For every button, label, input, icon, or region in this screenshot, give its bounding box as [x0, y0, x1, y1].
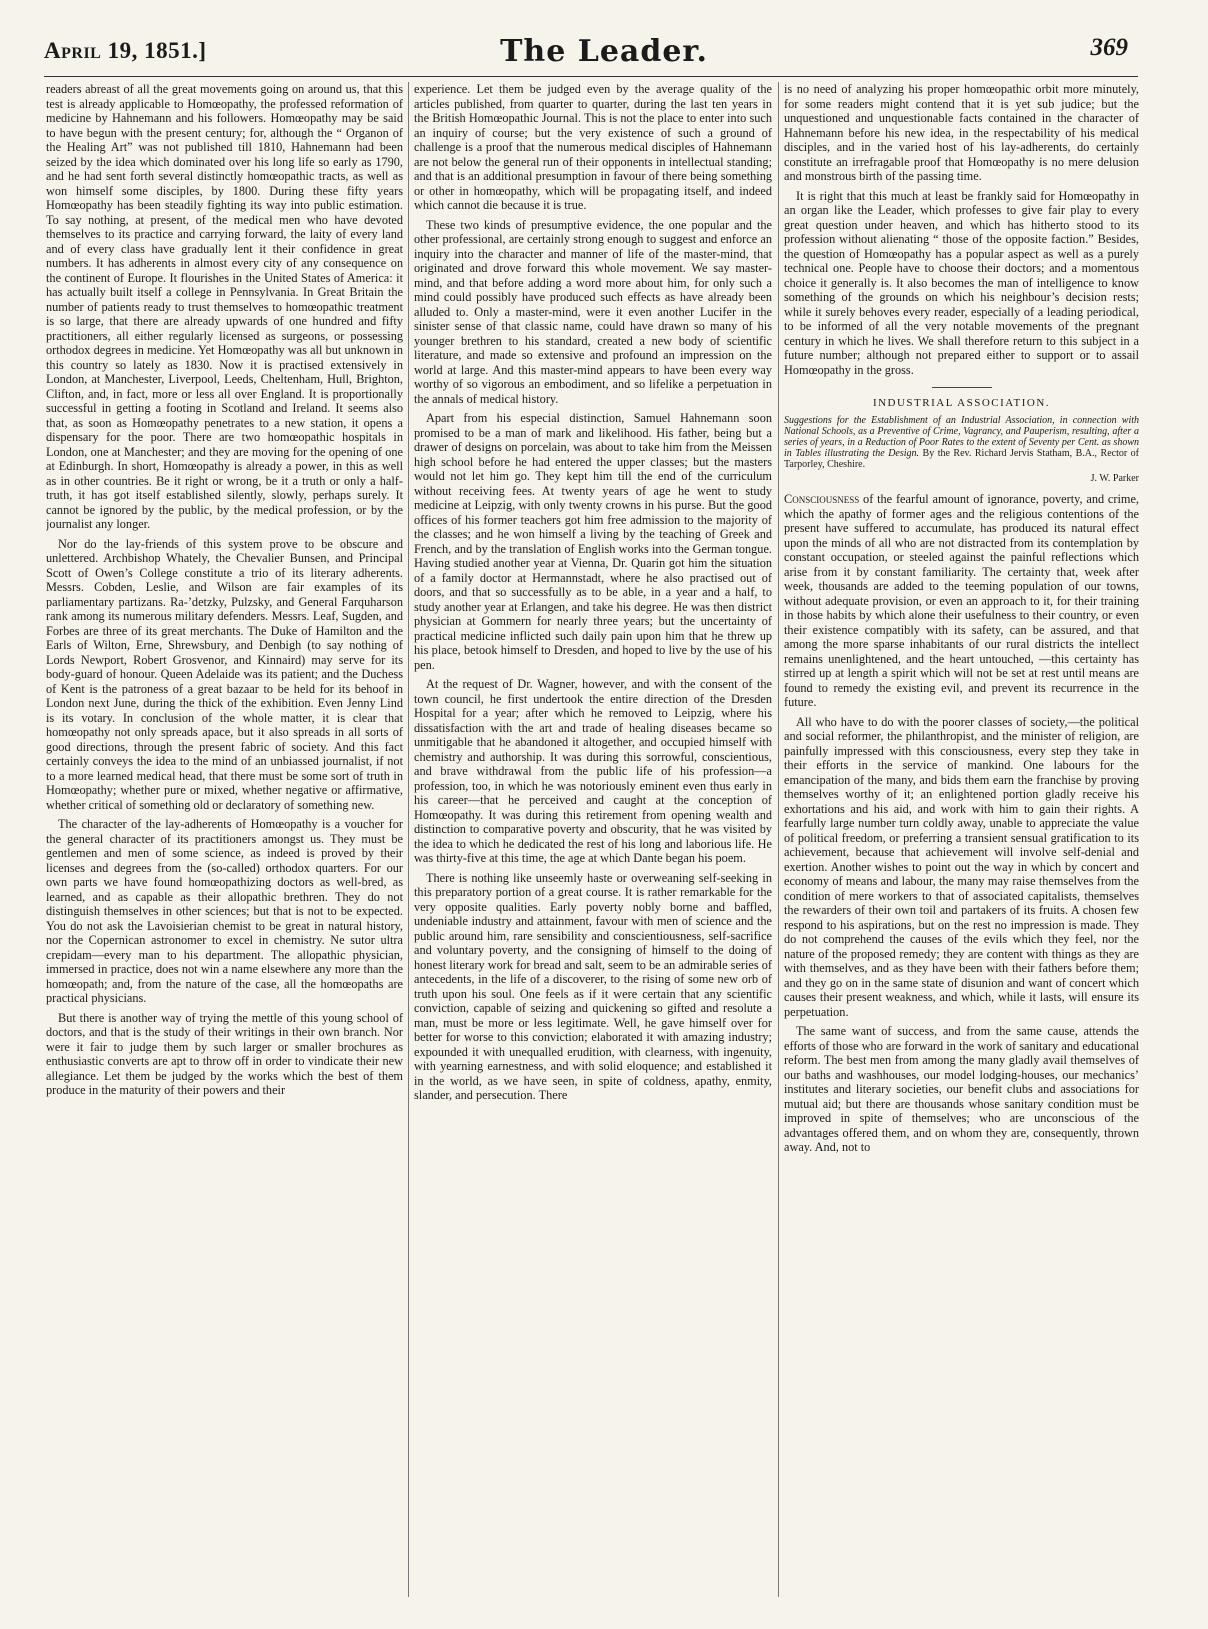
book-author: By the Rev. Richard Jervis Statham, B.A., Rector of Tarporley, Cheshire.: [784, 447, 1139, 470]
lead-word: Consciousness: [784, 492, 860, 506]
book-review-subtitle: [784, 415, 1139, 470]
paragraph: It is right that this much at least be frankly said for Homœopathy in an organ like the Leader, which professes to give fair play to every great question under heaven, and which has hitherto stood to its profession without alienating “ those of the opposite faction.” Besides, the question of Homœopathy has a popular aspect as well as a purely technical one. People have to choose their doctors; and a momentous choice it generally is. It also becomes the man of intelligence to know something of the grounds on which his neighbour’s decision rests; while it surely behoves every reader, especially of a leading periodical, to be informed of all the very notable movements of the pregnant century in which he lives. We shall therefore return to this subject in a future number; although not prepared either to support or to assail Homœopathy in the gross.: [784, 188, 1139, 377]
masthead-title: The Leader.: [500, 34, 708, 69]
paragraph: At the request of Dr. Wagner, however, and with the consent of the town council, he first undertook the entire direction of the Dresden Hospital for a year; after which he removed to Leipzig, where his dissatisfaction with the art and trade of healing diseases became so unmitigable that he abandoned it altogether, and occupied himself with chemistry and authorship. It was during this sorrowful, conscientious, and brave withdrawal from the public life of his profession—a profession, too, in which he was notoriously eminent even thus early in his career—that he perceived and caught at the conception of Homœopathy. It was during this retirement from opening wealth and distinction to comparative poverty and obscurity, that he was visited by the idea to which he dedicated the rest of his long and laborious life. He was thirty-five at this time, the age at which Dante began his poem.: [414, 677, 772, 865]
book-title: Suggestions for the Establishment of an Industrial Association, in connection with National Schools, as a Preventive of Crime, Vagrancy, and Pauperism, resulting, after a series of years, in a Reduction of Poor Rates to the extent of Seventy per Cent. as shown in Tables illustrating the Design.: [784, 414, 1139, 459]
paragraph-text: of the fearful amount of ignorance, poverty, and crime, which the apathy of former ages and the religious contentions of the present have suffered to accumulate, has produced its natural effect upon the minds of all who are not distracted from its contemplation by constant occupation, or steeled against the painful reflections which arise from it by constant familiarity. The certainty that, week after week, thousands are added to the teeming population of our towns, without adequate provision, or even an approach to it, for their training in those habits by which alone their usefulness to their country, or even their existence compatibly with its safety, can be assured, and that among the more sparse inhabitants of our rural districts the intellect remains unenlightened, and the heart untouched, —this certainty has stirred up at length a spirit which will not be set at rest until means are found to remedy the existing evil, and prevent its recurrence in the future.: [784, 492, 1139, 709]
paragraph: [784, 492, 1139, 710]
column-2: [414, 82, 772, 1602]
paragraph: The character of the lay-adherents of Homœopathy is a voucher for the general character of its practitioners amongst us. They must be gentlemen and men of some science, as indeed is proved by their licenses and degrees from the (so-called) orthodox quarters. For our own parts we have found homœopathizing doctors as well-bred, as learned, and as capable as their allopathic brethren. They do not distinguish themselves in other sciences; but that is not to be expected. You do not ask the Lavoisierian chemist to be great in natural history, nor the Copernican astronomer to excel in chemistry. Ne sutor ultra crepidam—every man to his department. The allopathic physician, immersed in practice, does not win a name elsewhere any more than the homœopath; and, from the nature of the case, all the homœopaths are practical physicians.: [46, 817, 403, 1005]
paragraph: All who have to do with the poorer classes of society,—the political and social reformer, the philanthropist, and the minister of religion, are painfully impressed with this consciousness, every step they take in their efforts in the service of mankind. One labours for the emancipation of the many, and bids them earn the franchise by proving themselves worthy of it; an enlightened portion gladly receive his exhortations and his aid, and work with him to gain their rights. A fearfully large number turn coldly away, unable to appreciate the value of political freedom, or preferring a transient sensual gratification to its achievement, because that achievement will involve self-denial and exertion. Another wishes to point out the way in which by concert and economy of means and labour, the many may raise themselves from the condition of mere workers to that of associated capitalists, themselves the rewarders of their own toil and partakers of its fruits. A chosen few respond to his aspirations, but on the rest no impression is made. They do not comprehend the causes of the evils which they feel, nor the nature of the proposed remedy; they are content with things as they are with themselves, and as they have been with their fathers before them; and they go on in the same state of disunion and want of concert which causes their present weakness, and which, while it lasts, will ensure its perpetuation.: [784, 714, 1139, 1019]
issue-date: April 19, 1851.]: [44, 38, 207, 63]
column-1: [46, 82, 403, 1602]
column-divider: [408, 82, 409, 1597]
paragraph: is no need of analyzing his proper homœopathic orbit more minutely, for some readers might contend that it is yet sub judice; but the unquestioned and unquestionable facts contained in the character of Hahnemann before his new idea, in the respectability of his medical disciples, and in the varied host of his lay-adherents, do certainly constitute an irrefragable proof that Homœopathy is no mere delusion and monstrous birth of the passing time.: [784, 82, 1139, 183]
page-number: 369: [1090, 34, 1128, 61]
paragraph: But there is another way of trying the mettle of this young school of doctors, and that is the study of their writings in their own branch. Nor were it fair to judge them by such larger or smaller brochures as enthusiastic converts are apt to throw off in order to vindicate their new allegiance. Let them be judged by the works which the best of them produce in the maturity of their powers and their: [46, 1010, 403, 1097]
section-title: INDUSTRIAL ASSOCIATION.: [872, 397, 1051, 409]
paragraph: There is nothing like unseemly haste or overweaning self-seeking in this preparatory portion of a great course. It is rather remarkable for the very opposite qualities. Early poverty nobly borne and baffled, undeniable industry and attainment, favour with men of science and the public around him, rare sensibility and conscientiousness, self-sacrifice and voluntary poverty, and the consigning of himself to the doing of honest literary work for bread and salt, seem to be an admirable series of antecedents, in the life of a discoverer, to the rising of some new orb of truth upon his soul. One feels as if it were certain that any scientific conviction, capable of seizing and quickening so gifted and resolute a man, must be more or less legitimate. Well, he gave himself over for better for worse to this conviction; elaborated it with amazing industry; expounded it with unequalled erudition, with clearness, with ingenuity, with yearning earnestness, and with solid eloquence; and established it in the world, as we have seen, in spite of coldness, apathy, enmity, slander, and persecution. There: [414, 870, 772, 1102]
section-separator: [932, 387, 992, 388]
column-3: [784, 82, 1139, 1602]
page-header: [0, 0, 1208, 80]
paragraph: Nor do the lay-friends of this system prove to be obscure and unlettered. Archbishop Whately, the Chevalier Bunsen, and Principal Scott of Owen’s College constitute a trio of its literary adherents. Messrs. Cobden, Leslie, and Wilson are fair examples of its parliamentary partizans. Ra-’detzky, Pulzsky, and General Farquharson rank among its numerous military defenders. Messrs. Leaf, Sugden, and Forbes are three of its great merchants. The Duke of Hamilton and the Earls of Wilton, Erne, Shrewsbury, and Denbigh (to say nothing of Lords Newport, Robert Grosvenor, and Kinnaird) may serve for its body-guard of honour. Queen Adelaide was its patient; and the Duchess of Kent is the patroness of a great bazaar to be held for its behoof in London next June, during the thick of the exhibition. Even Jenny Lind is its votary. In conclusion of the whole matter, it is clear that homœopathy not only spreads apace, but it also spreads in all sorts of good directions, through the present fabric of society. And this fact certainly conveys the idea to the mind of an unbiassed journalist, if not to a more learned medical head, that there must be some sort of truth in Homœopathy; whether pure or mixed, whether negative or affirmative, whether critical of something old or declaratory of something new.: [46, 536, 403, 812]
paragraph: Apart from his especial distinction, Samuel Hahnemann soon promised to be a man of mark and likelihood. His father, being but a drawer of designs on porcelain, was about to take him from the Meissen high school before he had entered the upper classes; but the masters would not let him go. They kept him till the end of the curriculum without receiving fees. At twenty years of age he went to study medicine at Leipzig, with only twenty crowns in his purse. But the good offices of his former teachers got him free admission to the majority of the classes; and he won himself a living by the teaching of Greek and French, and by the translation of English works into the German tongue. Having studied another year at Vienna, Dr. Quarin got him the situation of a family doctor at Hermannstadt, where he also practised out of doors, and that so successfully as to be able, in a year and a half, to study another year at Erlangen, and take his degree. He was then district physician at Gommern for nearly three years; but the uncertainty of practical medicine inflicted such daily pain upon him that he threw up his place, betook himself to Dresden, and hoped to live by the use of his pen.: [414, 411, 772, 672]
paragraph: These two kinds of presumptive evidence, the one popular and the other professional, are certainly strong enough to suggest and enforce an inquiry into the character and manner of life of the master-mind, that originated and drove forward this whole movement. We say master-mind, and that before adding a word more about him, for only such a mind could possibly have produced such effects as have already been alluded to. Only a master-mind, were it even another Lucifer in the sinister sense of that classic name, could have drawn so many of his younger brethren to his standard, created a new body of scientific literature, and made so extensive and profound an impression on the world at large. And this master-mind appears to have been every way worthy of so vigorous an embodiment, and so lifelike a perpetuation in the annals of medical history.: [414, 217, 772, 406]
paragraph: The same want of success, and from the same cause, attends the efforts of those who are forward in the work of sanitary and educational reform. The best men from among the many gladly avail themselves of our baths and washhouses, our model lodging-houses, our mechanics’ institutes and literary societies, our benefit clubs and associations for mutual aid; but there are thousands whose sanitary condition must be improved in spite of themselves; who are unconscious of the advantages offered them, and on whom they are, consequently, thrown away. And, not to: [784, 1024, 1139, 1154]
paragraph: experience. Let them be judged even by the average quality of the articles published, from quarter to quarter, during the last ten years in the British Homœopathic Journal. This is not the place to enter into such an inquiry of course; but the very existence of such a ground of challenge is a proof that the numerous medical disciples of Hahnemann are not below the general run of their opponents in intellectual standing; and that is an additional presumption in favour of there being something or other in homœopathy, which will be propagating itself, and indeed which cannot die because it is true.: [414, 82, 772, 212]
header-rule: [44, 76, 1138, 77]
paragraph: readers abreast of all the great movements going on around us, that this test is already applicable to Homœopathy, the professed reformation of medicine by Hahnemann and his followers. Homœopathy may be said to have begun with the present century; for, although the “ Organon of the Healing Art” was not published till 1810, Hahnemann had been seized by the idea which dominated over his long life so early as 1790, and he had sent forth several distinctly homœopathic tracts, as well as won himself some disciples, by 1800. During these fifty years Homœopathy has been steadily fighting its way into public estimation. To say nothing, at present, of the medical men who have devoted themselves to its practice and carrying forward, the laity of every land and of every class have gradually lent it their confidence in great numbers. It has adherents in almost every city of any consequence on the continent of Europe. It flourishes in the United States of America: it has actually built itself a college in Pennsylvania. In Great Britain the number of patients ready to trust themselves to homœopathic treatment is so large, that there are already upwards of one hundred and fifty practitioners, all either regularly licensed as surgeons, or possessing orthodox degrees in medicine. Yet Homœopathy was all but unknown in this country so lately as 1830. Now it is practised extensively in London, at Manchester, Liverpool, Leeds, Cheltenham, Hull, Brighton, Clifton, and, in fact, more or less all over England. It is proportionally successful in getting a footing in Scotland and Ireland. It seems also that, as soon as Homœopathy penetrates to a new station, it opens a dispensary for the poor. There are two homœopathic hospitals in London, one at Manchester; and they are moving for the opening of one at Edinburgh. In short, Homœopathy is already a power, in this as well as in other countries. Be it right or wrong, be it a truth or only a half-truth, it has got itself established silently, slowly, perhaps surely. It cannot be ignored by the public, by the medical profession, or by the journalist any longer.: [46, 82, 403, 531]
publisher: J. W. Parker: [1090, 472, 1139, 484]
column-divider: [778, 82, 779, 1597]
